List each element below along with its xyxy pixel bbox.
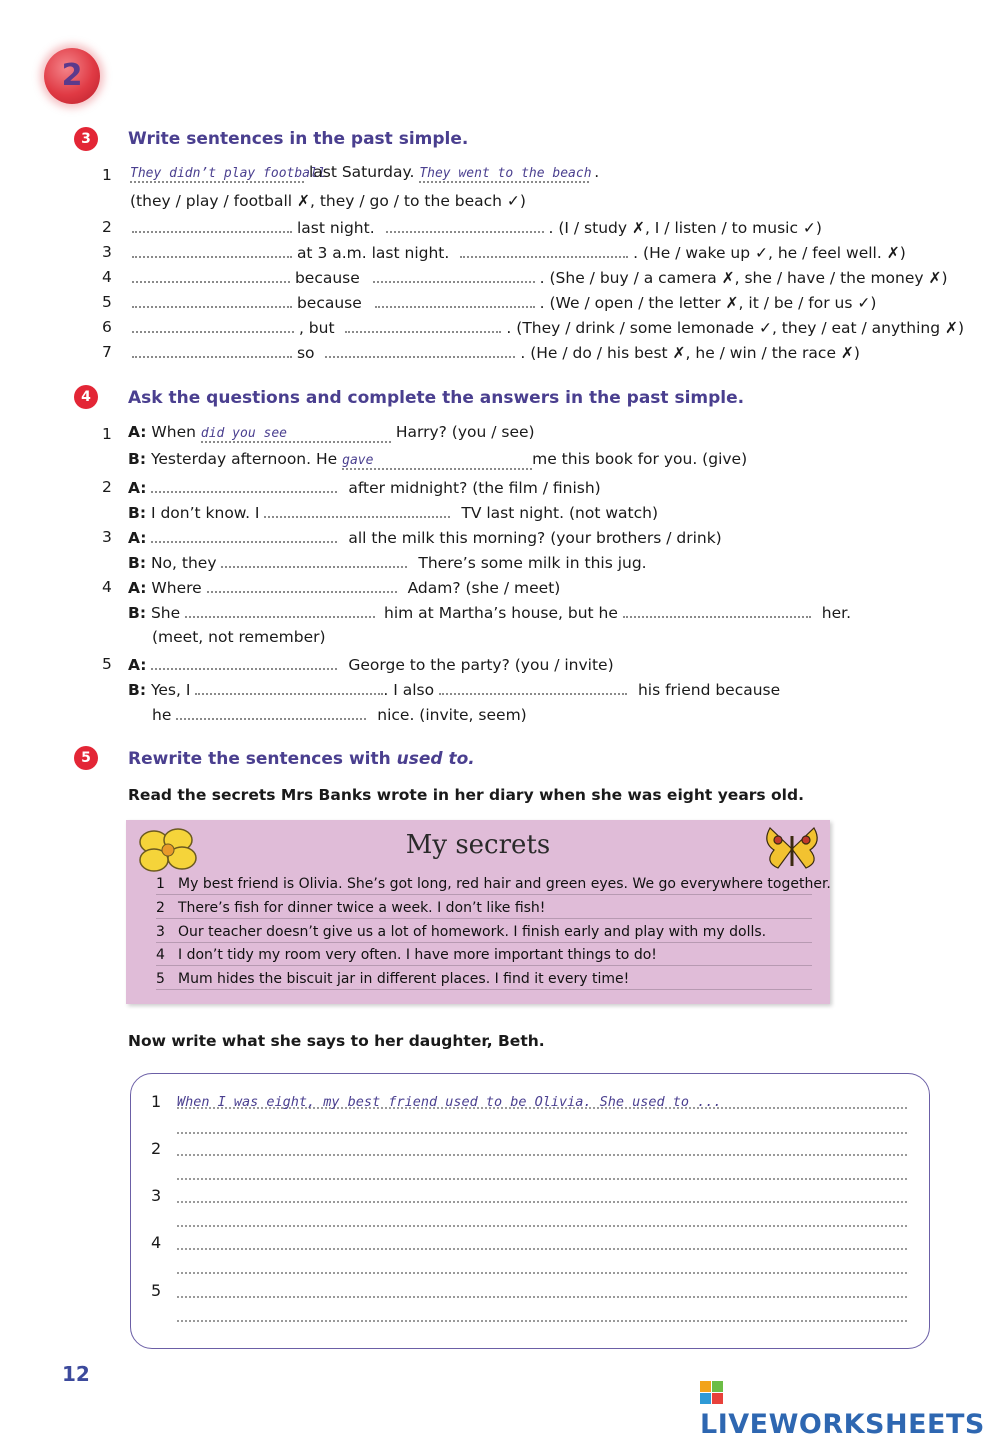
exercise-4-q1-a [128,423,535,443]
speaker-label: B: [128,554,147,572]
answer-line[interactable] [177,1256,907,1274]
secrets-title: My secrets [405,830,551,860]
item-number: 3 [102,243,112,261]
exercise-5-badge: 5 [74,746,98,770]
answer-line[interactable] [177,1185,907,1203]
sentence-text: , but [298,319,335,337]
prompt-text: . (They / drink / some lemonade ✓, they / eat / anything ✗) [506,319,965,337]
sentence-text: at 3 a.m. last night. [296,244,450,262]
secret-item [156,947,812,966]
sentence-text: Harry? (you / see) [395,423,535,441]
line-number: 3 [151,1186,162,1205]
answer-field[interactable] [151,527,337,543]
exercise-3-item-1-prompt: (they / play / football ✗, they / go / to the beach ✓) [130,192,526,210]
answer-field[interactable] [325,342,515,358]
answer-field[interactable] [132,267,290,283]
answer-field[interactable] [264,502,450,518]
prompt-text: . (He / do / his best ✗, he / win / the race ✗) [520,344,860,362]
answer-field[interactable] [132,317,294,333]
exercise-3-item-6 [132,317,964,337]
secret-number: 5 [156,971,165,987]
secret-number: 1 [156,876,165,892]
secret-item [156,876,831,895]
exercise-4-q4-b [128,602,851,622]
item-number: 2 [102,218,112,236]
speaker-label: A: [128,579,147,597]
exercise-3-badge: 3 [74,127,98,151]
answer-field[interactable] [132,342,292,358]
answer-field[interactable] [221,552,407,568]
sentence-text: his friend because [637,681,781,699]
item-number: 7 [102,343,112,361]
answer-line[interactable] [177,1232,907,1250]
line-number: 1 [151,1092,162,1111]
item-number: 6 [102,318,112,336]
secret-item [156,971,812,990]
answer-field[interactable]: did you see [201,426,391,443]
secrets-diary-box [126,820,830,1004]
answer-field[interactable]: gave [342,453,532,470]
sentence-text: he [152,706,172,724]
sentence-text: so [296,344,315,362]
example-answer: When I was eight, my best friend used to be Olivia. She used to ... [177,1094,722,1110]
exercise-4-badge: 4 [74,385,98,409]
item-number: 5 [102,293,112,311]
prompt-text: . (She / buy / a camera ✗, she / have / the money ✗) [539,269,948,287]
exercise-3-item-4 [132,267,948,287]
answer-line[interactable] [177,1304,907,1322]
sentence-text: When [151,423,196,441]
exercise-3-item-2 [132,217,822,237]
answer-field[interactable] [386,217,544,233]
speaker-label: B: [128,450,147,468]
exercise-4-q2-b [128,502,658,522]
exercise-4-q1-b [128,450,747,470]
answer-field[interactable] [207,577,397,593]
secret-text: Mum hides the biscuit jar in different places. I find it every time! [178,971,630,987]
exercise-4-q5-c [152,704,527,724]
exercise-3-item-3 [132,242,906,262]
sentence-text: . I also [383,681,435,699]
item-number: 4 [102,578,112,596]
exercise-4-title: Ask the questions and complete the answers in the past simple. [128,388,745,408]
item-number: 3 [102,528,112,546]
answer-line[interactable] [177,1116,907,1134]
answer-field[interactable] [132,292,292,308]
answer-field[interactable] [132,242,292,258]
sentence-text: because [294,269,360,287]
sentence-text: TV last night. (not watch) [461,504,658,522]
sentence-text: I don’t know. I [150,504,260,522]
sentence-text: him at Martha’s house, but he [384,604,618,622]
secret-item [156,924,812,943]
sentence-text: after midnight? (the film / finish) [348,479,601,497]
sentence-text: Adam? (she / meet) [407,579,561,597]
line-number: 4 [151,1233,162,1252]
secret-item [156,900,812,919]
secret-text: I don’t tidy my room very often. I have more important things to do! [178,947,657,963]
exercise-3-item-7 [132,342,860,362]
prompt-text: . (I / study ✗, I / listen / to music ✓) [548,219,822,237]
answer-line[interactable] [177,1091,907,1109]
page-number: 12 [62,1362,90,1386]
sentence-text: She [150,604,181,622]
exercise-3-item-5 [132,292,876,312]
exercise-3-title: Write sentences in the past simple. [128,129,469,149]
secret-text: There’s fish for dinner twice a week. I don’t like fish! [178,900,546,916]
answer-field[interactable] [151,477,337,493]
sentence-text: Yes, I [150,681,191,699]
sentence-text: Where [151,579,202,597]
answer-field[interactable] [623,602,811,618]
speaker-label: A: [128,479,147,497]
answer-field[interactable] [151,654,337,670]
answer-line[interactable] [177,1162,907,1180]
exercise-4-q3-a [128,527,722,547]
speaker-label: A: [128,423,147,441]
exercise-5-instruction-2: Now write what she says to her daughter, Beth. [128,1032,545,1050]
answer-field[interactable]: They went to the beach [419,166,592,181]
sentence-text: last night. [296,219,375,237]
sentence-text: me this book for you. (give) [532,450,748,468]
speaker-label: B: [128,604,147,622]
sentence-text: last Saturday. [308,163,415,181]
sentence-text: George to the party? (you / invite) [348,656,614,674]
answer-writing-box [130,1073,930,1349]
sentence-text: No, they [150,554,217,572]
answer-line[interactable] [177,1280,907,1298]
exercise-4-q4-note: (meet, not remember) [152,628,326,646]
line-number: 5 [151,1281,162,1300]
prompt-text: . (We / open / the letter ✗, it / be / for us ✓) [539,294,877,312]
answer-field[interactable] [460,242,628,258]
exercise-3-item-1 [130,163,599,183]
item-number: 1 [102,166,112,184]
unit-number-badge: 2 [44,48,100,104]
speaker-label: B: [128,681,147,699]
answer-field[interactable] [176,704,366,720]
secret-text: Our teacher doesn’t give us a lot of homework. I finish early and play with my dolls. [178,924,767,940]
answer-field[interactable] [373,267,535,283]
item-number: 1 [102,425,112,443]
exercise-4-q4-a [128,577,560,597]
answer-field[interactable] [132,217,292,233]
sentence-text: nice. (invite, seem) [377,706,527,724]
liveworksheets-logo-icon [700,1381,724,1405]
answer-field[interactable]: They didn’t play football [130,166,326,181]
logo-text: LIVEWORKSHEETS [700,1409,985,1440]
exercise-4-q5-b [128,679,780,699]
answer-field[interactable] [185,602,375,618]
answer-field[interactable] [345,317,501,333]
secret-text: My best friend is Olivia. She’s got long, red hair and green eyes. We go everywhere together. [178,876,831,892]
answer-field[interactable] [195,679,383,695]
butterfly-icon [760,822,824,876]
secret-number: 3 [156,924,165,940]
secret-number: 4 [156,947,165,963]
item-number: 5 [102,655,112,673]
exercise-4-q5-a [128,654,614,674]
item-number: 2 [102,478,112,496]
prompt-text: . (He / wake up ✓, he / feel well. ✗) [633,244,906,262]
sentence-text: . [594,163,600,181]
answer-field[interactable] [375,292,535,308]
title-emphasis: used to. [396,749,475,769]
sentence-text: because [296,294,362,312]
answer-line[interactable] [177,1209,907,1227]
exercise-5-title [128,749,475,769]
line-number: 2 [151,1139,162,1158]
answer-line[interactable] [177,1138,907,1156]
exercise-4-q2-a [128,477,601,497]
exercise-4-q3-b [128,552,647,572]
liveworksheets-logo[interactable] [700,1378,1000,1440]
sentence-text: all the milk this morning? (your brothers / drink) [348,529,722,547]
speaker-label: B: [128,504,147,522]
item-number: 4 [102,268,112,286]
sentence-text: Yesterday afternoon. He [150,450,338,468]
speaker-label: A: [128,529,147,547]
title-text: Rewrite the sentences with [128,749,397,769]
secret-number: 2 [156,900,165,916]
answer-field[interactable] [439,679,627,695]
speaker-label: A: [128,656,147,674]
sentence-text: her. [821,604,852,622]
sentence-text: There’s some milk in this jug. [418,554,647,572]
exercise-5-instruction-1: Read the secrets Mrs Banks wrote in her diary when she was eight years old. [128,786,804,804]
